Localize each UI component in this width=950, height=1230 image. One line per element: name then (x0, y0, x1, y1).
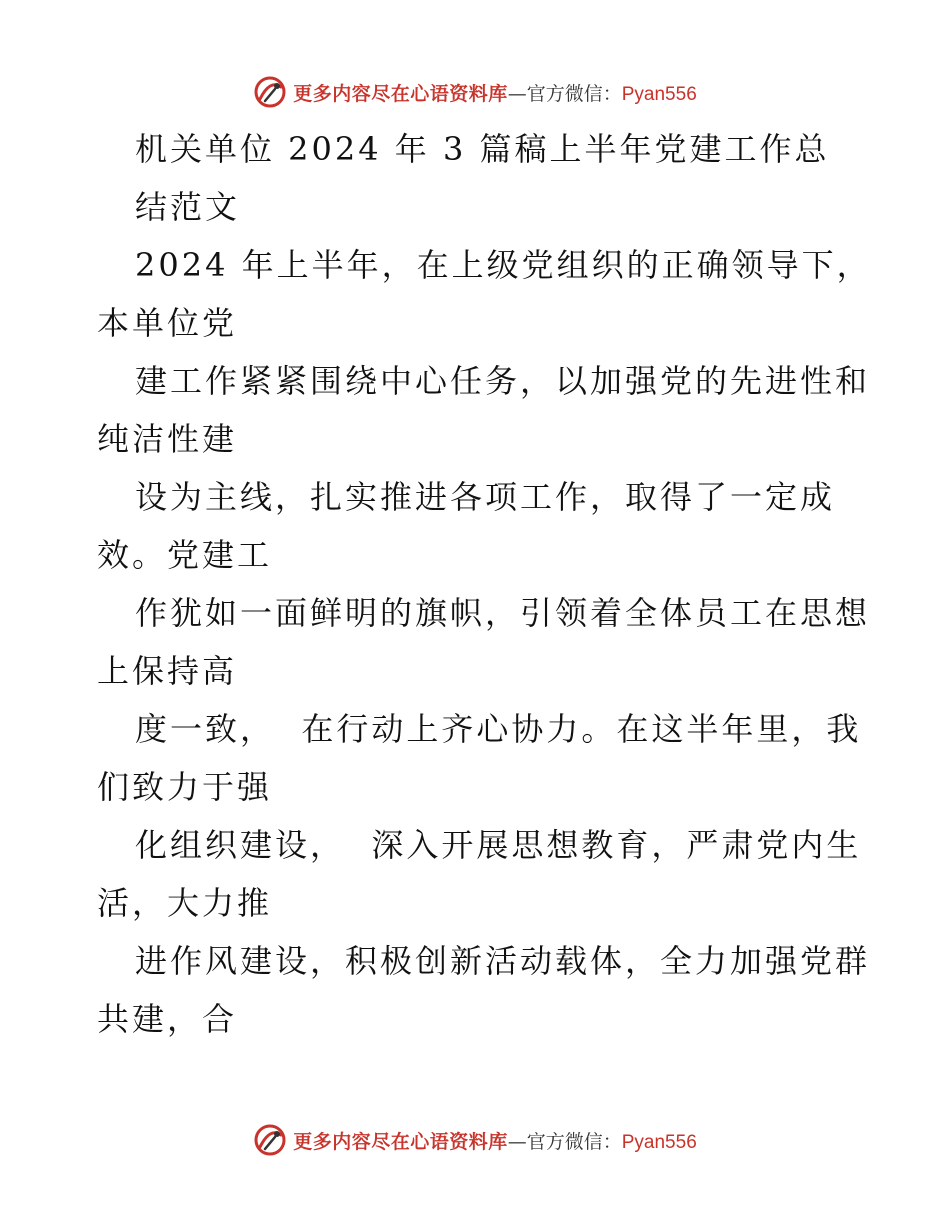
footer-text (293, 1127, 697, 1154)
header-separator: — (507, 82, 527, 105)
seal-logo-icon (253, 75, 287, 109)
paragraph-line: 作犹如一面鲜明的旗帜，引领着全体员工在思想 (135, 594, 871, 632)
footer-brand: 更多内容尽在心语资料库 (293, 1130, 508, 1153)
seal-logo-icon (253, 1123, 287, 1157)
footer-banner (0, 1120, 950, 1160)
paragraph-line: 活，大力推 (97, 884, 273, 922)
paragraph-line: 2024 年上半年，在上级党组织的正确领导下， (135, 246, 872, 284)
title-line-2: 结范文 (135, 188, 241, 226)
paragraph-line: 本单位党 (97, 304, 238, 342)
paragraph-line: 度一致， 在行动上齐心协力。在这半年里，我 (135, 710, 862, 748)
paragraph-line: 们致力于强 (97, 768, 273, 806)
header-text (293, 79, 697, 106)
footer-separator: — (507, 1130, 527, 1153)
header-wechat-label: 官方微信： (526, 82, 622, 105)
paragraph-line: 上保持高 (97, 652, 238, 690)
title-line-1: 机关单位 2024 年 3 篇稿上半年党建工作总 (135, 130, 830, 168)
footer-wechat-id: Pyan556 (621, 1131, 697, 1153)
paragraph-line: 共建，合 (97, 1000, 238, 1038)
paragraph-line: 纯洁性建 (97, 420, 238, 458)
header-brand: 更多内容尽在心语资料库 (293, 82, 508, 105)
document-body (97, 120, 872, 1048)
paragraph-line: 进作风建设，积极创新活动载体，全力加强党群 (135, 942, 871, 980)
paragraph-line: 建工作紧紧围绕中心任务，以加强党的先进性和 (135, 362, 871, 400)
paragraph-line: 化组织建设， 深入开展思想教育，严肃党内生 (135, 826, 862, 864)
footer-wechat-label: 官方微信： (526, 1130, 622, 1153)
paragraph-line: 效。党建工 (97, 536, 273, 574)
header-wechat-id: Pyan556 (621, 83, 697, 105)
header-banner (0, 72, 950, 112)
paragraph-line: 设为主线，扎实推进各项工作，取得了一定成 (135, 478, 836, 516)
